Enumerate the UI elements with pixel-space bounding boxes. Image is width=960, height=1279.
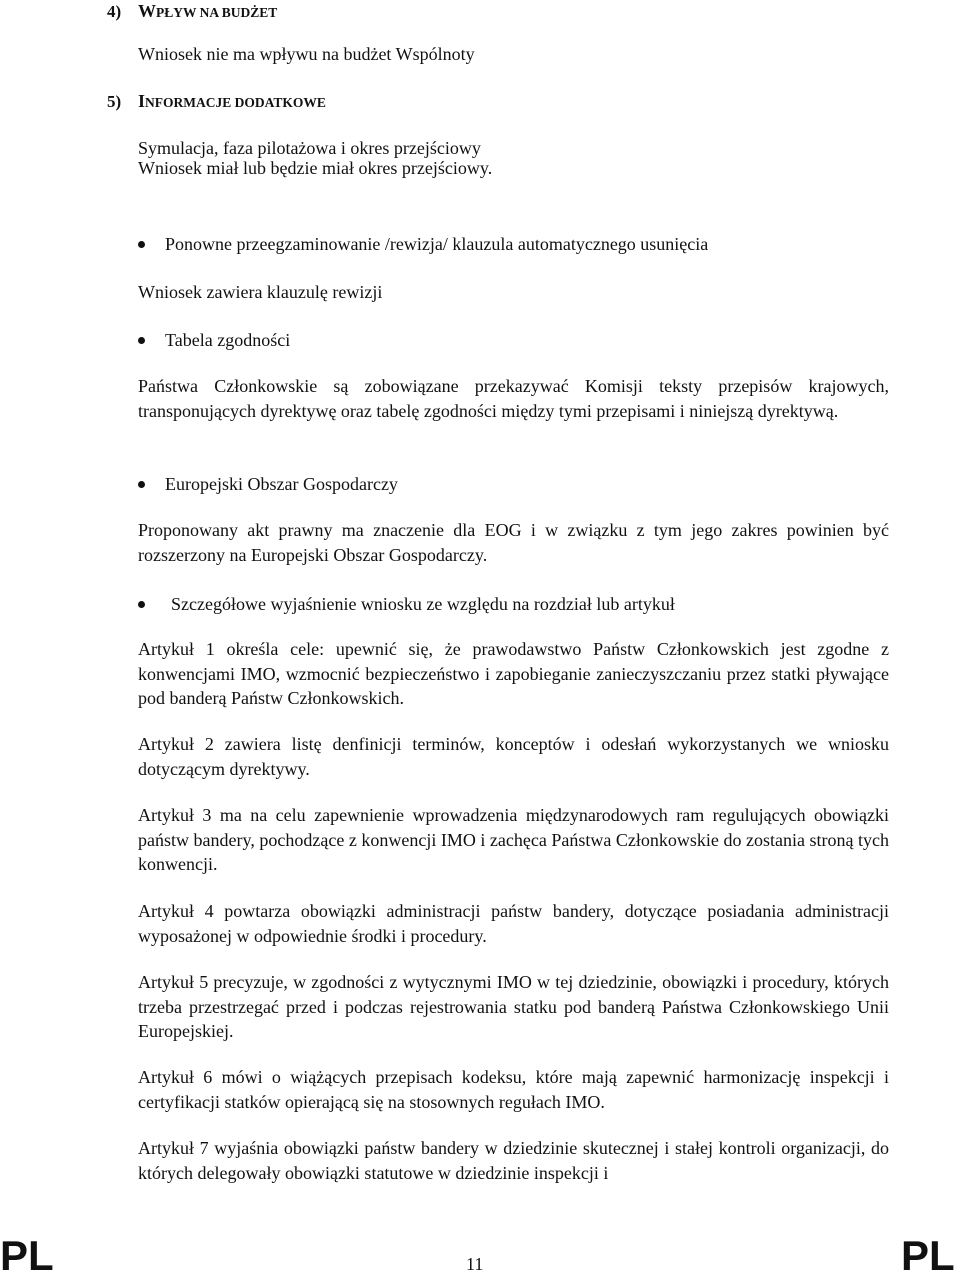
page-number: 11 [466, 1254, 484, 1274]
bullet-icon [138, 241, 145, 248]
bullet-icon [138, 481, 145, 488]
footer-language-right: PL [901, 1232, 955, 1279]
bullet-heading: Ponowne przeegzaminowanie /rewizja/ klauzula automatycznego usunięcia [165, 234, 709, 254]
review-clause-text: Wniosek zawiera klauzulę rewizji [138, 282, 383, 302]
bullet-icon [138, 601, 145, 608]
section-4-number: 4) [107, 2, 122, 21]
article-1-paragraph: Artykuł 1 określa cele: upewnić się, że prawodawstwo Państw Członkowskich jest zgodne z konwencjami IMO, wzmocnić bezpieczeństwo i zapobieganie zanieczyszczaniu przez statki pływające pod banderą Państw Członkowskich. [138, 639, 889, 708]
section-4-title: PŁYW NA BUDŻET [156, 5, 278, 20]
section-5-subheading: Symulacja, faza pilotażowa i okres przejściowy [138, 138, 481, 158]
article-7-paragraph: Artykuł 7 wyjaśnia obowiązki państw bandery w dziedzinie skutecznej i stałej kontroli organizacji, do których delegowały obowiązki statutowe w dziedzinie inspekcji i [138, 1138, 889, 1183]
section-5-title-initial: I [138, 91, 146, 111]
section-5-text: Wniosek miał lub będzie miał okres przejściowy. [138, 158, 493, 178]
section-4-title-initial: W [138, 1, 156, 21]
bullet-heading: Europejski Obszar Gospodarczy [165, 474, 398, 494]
article-3-paragraph: Artykuł 3 ma na celu zapewnienie wprowadzenia międzynarodowych ram regulujących obowiązki państw bandery, pochodzące z konwencji IMO i zachęca Państwa Członkowskie do zostania stroną tych konwencji. [138, 805, 889, 874]
section-5-title: NFORMACJE DODATKOWE [145, 95, 326, 110]
bullet-heading: Tabela zgodności [165, 330, 291, 350]
article-2-paragraph: Artykuł 2 zawiera listę denfinicji terminów, konceptów i odesłań wykorzystanych we wniosku dotyczącym dyrektywy. [138, 734, 889, 779]
section-4-heading [107, 0, 277, 24]
correlation-table-text: Państwa Członkowskie są zobowiązane przekazywać Komisji teksty przepisów krajowych, transponujących dyrektywę oraz tabelę zgodności między tymi przepisami i niniejszą dyrektywą. [138, 376, 889, 421]
footer-language-left: PL [0, 1232, 54, 1279]
article-4-paragraph: Artykuł 4 powtarza obowiązki administracji państw bandery, dotyczące posiadania administracji wyposażonej w odpowiednie środki i procedury. [138, 901, 889, 946]
section-5-heading [107, 90, 326, 114]
section-4-text: Wniosek nie ma wpływu na budżet Wspólnoty [138, 44, 475, 64]
bullet-icon [138, 337, 145, 344]
article-6-paragraph: Artykuł 6 mówi o wiążących przepisach kodeksu, które mają zapewnić harmonizację inspekcji i certyfikacji statków opierającą się na stosownych regułach IMO. [138, 1067, 889, 1112]
article-5-paragraph: Artykuł 5 precyzuje, w zgodności z wytycznymi IMO w tej dziedzinie, obowiązki i procedury, których trzeba przestrzegać przed i podczas rejestrowania statku pod banderą Państwa Członkowskiego Unii Europejskiej. [138, 972, 889, 1041]
bullet-heading: Szczegółowe wyjaśnienie wniosku ze względu na rozdział lub artykuł [171, 594, 675, 614]
section-5-number: 5) [107, 92, 122, 111]
eea-text: Proponowany akt prawny ma znaczenie dla EOG i w związku z tym jego zakres powinien być rozszerzony na Europejski Obszar Gospodarczy. [138, 520, 889, 565]
